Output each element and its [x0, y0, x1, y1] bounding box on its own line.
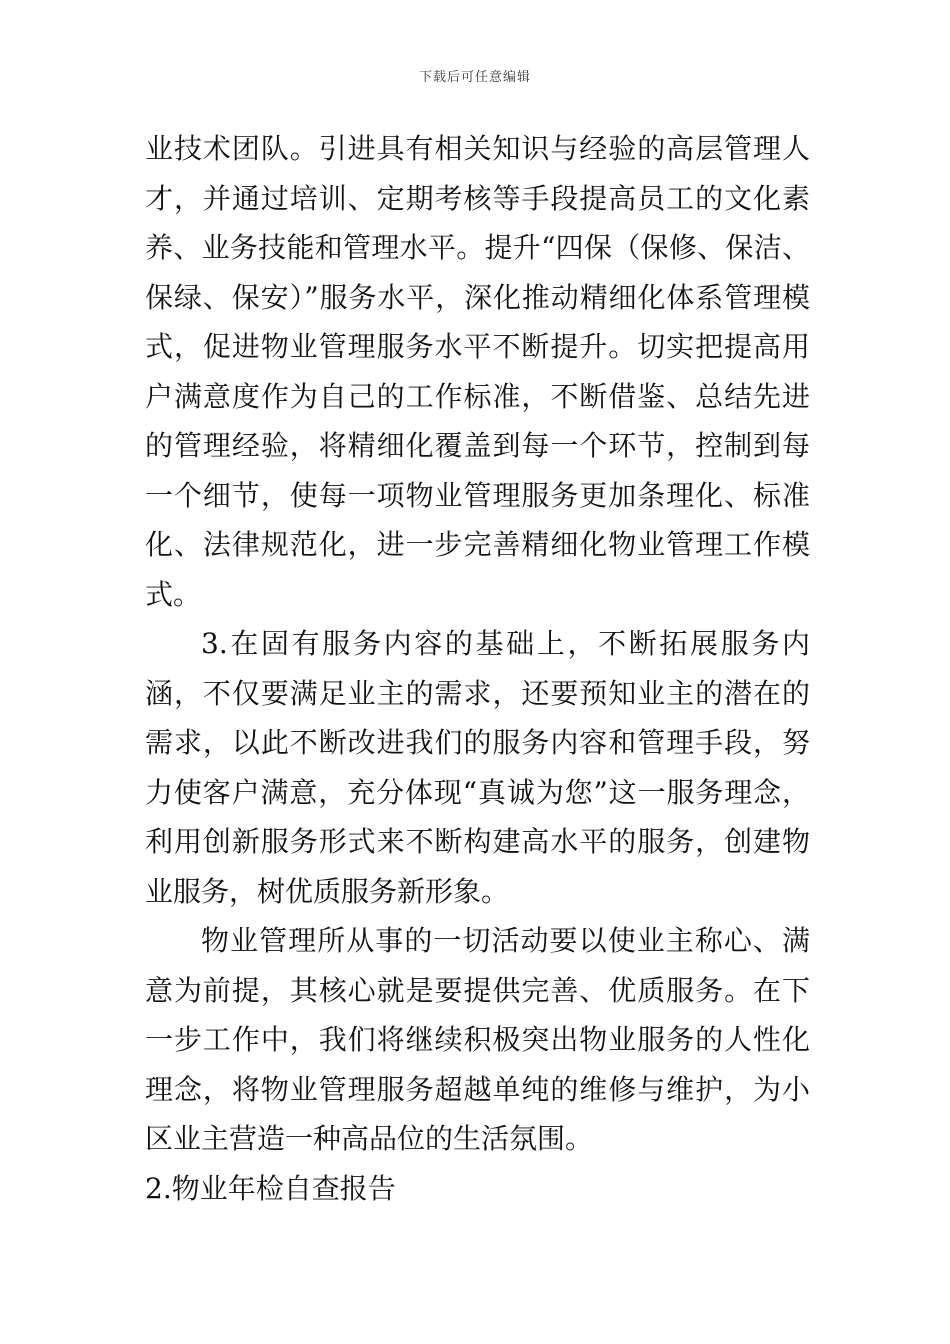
document-body: [145, 124, 810, 1213]
page-header: 下载后可任意编辑: [418, 70, 531, 85]
section-heading: 2.物业年检自查报告: [145, 1171, 396, 1205]
paragraph-item-3: 3.在固有服务内容的基础上，不断拓展服务内涵，不仅要满足业主的需求，还要预知业主的潜在的需求，以此不断改进我们的服务内容和管理手段，努力使客户满意，充分体现“真诚为您”这一服务理念，利用创新服务形式来不断构建高水平的服务，创建物业服务，树优质服务新形象。: [145, 627, 810, 908]
paragraph-summary: 物业管理所从事的一切活动要以使业主称心、满意为前提，其核心就是要提供完善、优质服务。在下一步工作中，我们将继续积极突出物业服务的人性化理念，将物业管理服务超越单纯的维修与维护，为小区业主营造一种高品位的生活氛围。: [145, 924, 810, 1155]
paragraph-continuation: 业技术团队。引进具有相关知识与经验的高层管理人才，并通过培训、定期考核等手段提高员工的文化素养、业务技能和管理水平。提升“四保（保修、保洁、保绿、保安）”服务水平，深化推动精细化体系管理模式，促进物业管理服务水平不断提升。切实把提高用户满意度作为自己的工作标准，不断借鉴、总结先进的管理经验，将精细化覆盖到每一个环节，控制到每一个细节，使每一项物业管理服务更加条理化、标准化、法律规范化，进一步完善精细化物业管理工作模式。: [145, 132, 810, 611]
